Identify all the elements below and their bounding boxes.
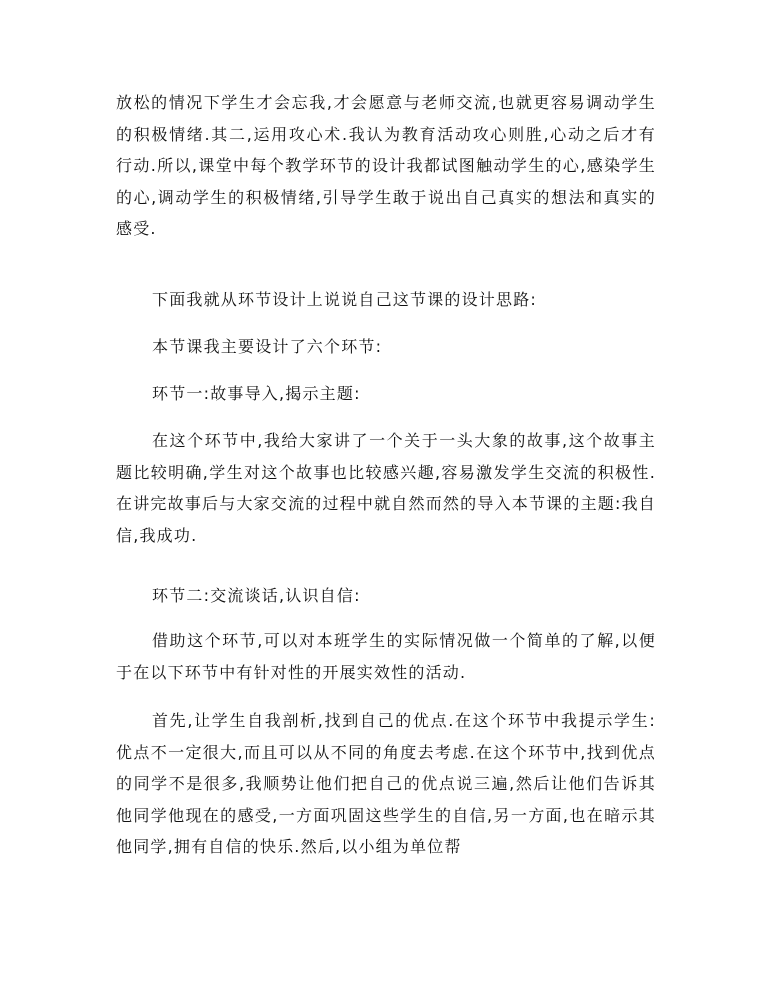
paragraph-text: 本节课我主要设计了六个环节:	[152, 337, 383, 356]
paragraph-continuation	[116, 87, 656, 245]
stage-heading: 环节一:故事导入,揭示主题:	[152, 384, 361, 403]
paragraph-text: 放松的情况下学生才会忘我,才会愿意与老师交流,也就更容易调动学生的积极情绪.其二,运用攻心术.我认为教育活动攻心则胜,心动之后才有行动.所以,课堂中每个教学环节的设计我都试图触动学生的心,感染学生的心,调动学生的积极情绪,引导学生敢于说出自己真实的想法和真实的感受.	[116, 93, 656, 238]
heading-stage-one	[116, 378, 656, 410]
paragraph-text: 借助这个环节,可以对本班学生的实际情况做一个简单的了解,以便于在以下环节中有针对性的开展实效性的活动.	[116, 631, 656, 682]
paragraph-six-stages	[116, 331, 656, 363]
paragraph-design-intro	[116, 284, 656, 316]
paragraph-stage-one	[116, 425, 656, 551]
stage-heading: 环节二:交流谈话,认识自信:	[152, 586, 361, 605]
paragraph-stage-two	[116, 625, 656, 688]
paragraph-text: 在这个环节中,我给大家讲了一个关于一头大象的故事,这个故事主题比较明确,学生对这个故事也比较感兴趣,容易激发学生交流的积极性.在讲完故事后与大家交流的过程中就自然而然的导入本节课的主题:我自信,我成功.	[116, 431, 656, 545]
heading-stage-two	[116, 580, 656, 612]
paragraph-text: 首先,让学生自我剖析,找到自己的优点.在这个环节中我提示学生:优点不一定很大,而且可以从不同的角度去考虑.在这个环节中,找到优点的同学不是很多,我顺势让他们把自己的优点说三遍,然后让他们告诉其他同学他现在的感受,一方面巩固这些学生的自信,另一方面,也在暗示其他同学,拥有自信的快乐.然后,以小组为单位帮	[116, 711, 656, 856]
paragraph-self-analysis	[116, 705, 656, 863]
paragraph-text: 下面我就从环节设计上说说自己这节课的设计思路:	[152, 290, 537, 309]
